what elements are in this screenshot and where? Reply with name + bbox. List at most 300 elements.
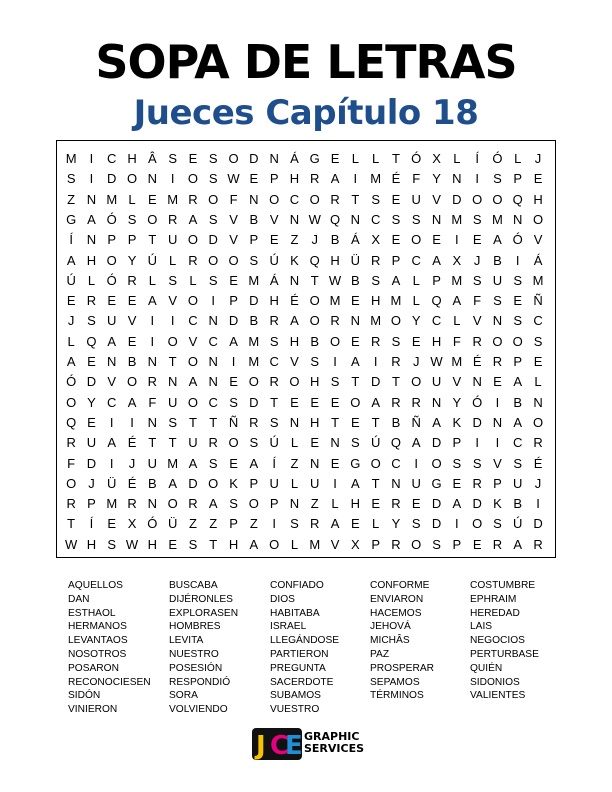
word-item: QUIÉN (470, 662, 503, 674)
word-item: AQUELLOS (68, 580, 123, 591)
word-item: MICHÂS (370, 635, 410, 647)
word-item: RECONOCIESEN (68, 676, 151, 688)
word-item: CONFORME (370, 580, 430, 591)
svg-text:J: J (256, 731, 266, 761)
grid-letter: J (534, 151, 542, 166)
grid-letter: D (472, 414, 482, 430)
word-item: POSARON (68, 662, 119, 674)
word-item: VOLVIENDO (169, 704, 228, 716)
grid-letter: A (513, 414, 523, 430)
grid-letter: E (411, 496, 421, 512)
grid-letter: K (290, 252, 299, 268)
grid-letter: N (289, 414, 300, 430)
grid-letter: O (66, 475, 77, 491)
grid-letter: C (431, 313, 442, 329)
grid-letter: Y (432, 171, 441, 187)
grid-letter: O (167, 333, 178, 349)
grid-letter: Á (351, 232, 360, 248)
grid-letter: D (107, 171, 117, 187)
word-item: LEVITA (169, 635, 204, 647)
grid-letter: R (370, 252, 381, 268)
grid-letter: O (411, 374, 422, 390)
grid-letter: A (107, 435, 117, 451)
grid-letter: F (148, 394, 157, 410)
grid-letter: M (370, 313, 382, 329)
grid-letter: O (187, 394, 198, 410)
grid-letter: D (431, 435, 442, 451)
grid-letter: X (452, 252, 462, 268)
grid-letter: C (188, 313, 198, 329)
word-item: EPHRAIM (470, 593, 517, 605)
grid-letter: Z (310, 496, 319, 512)
grid-letter: A (208, 496, 218, 512)
grid-letter: L (534, 374, 542, 390)
grid-letter: E (148, 191, 157, 207)
grid-letter: A (66, 252, 76, 268)
grid-letter: S (391, 333, 401, 349)
grid-letter: D (249, 394, 259, 410)
grid-letter: S (107, 536, 117, 552)
word-item: COSTUMBRE (470, 580, 536, 591)
grid-letter: A (188, 374, 198, 390)
grid-letter: C (107, 394, 117, 410)
grid-letter: T (351, 191, 360, 207)
grid-letter: Ó (512, 232, 523, 248)
grid-letter: O (411, 232, 422, 248)
grid-letter: O (269, 536, 280, 552)
grid-letter: D (228, 313, 239, 329)
grid-letter: N (167, 374, 178, 390)
grid-letter: S (249, 252, 259, 268)
grid-letter: W (227, 171, 240, 187)
grid-letter: A (452, 293, 462, 309)
grid-letter: D (533, 516, 543, 532)
grid-letter: Ü (107, 475, 117, 491)
grid-letter: Q (66, 414, 77, 430)
grid-letter: N (289, 496, 300, 512)
grid-letter: R (391, 496, 401, 512)
grid-letter: O (431, 455, 442, 471)
grid-letter: A (452, 496, 462, 512)
grid-letter: H (228, 536, 239, 552)
word-item: ESTHAOL (68, 607, 116, 619)
grid-letter: S (533, 333, 543, 349)
grid-letter: N (269, 151, 279, 166)
grid-letter: V (493, 455, 502, 471)
grid-letter: Ñ (411, 414, 421, 430)
grid-letter: Ñ (533, 293, 543, 309)
grid-letter: M (451, 354, 463, 369)
grid-letter: Z (290, 232, 299, 248)
grid-letter: M (106, 191, 118, 207)
grid-letter: M (492, 211, 503, 227)
grid-letter: P (452, 536, 462, 552)
grid-letter: L (372, 151, 380, 166)
grid-letter: R (127, 272, 137, 288)
grid-letter: L (514, 151, 522, 166)
grid-letter: I (475, 171, 479, 187)
grid-letter: V (269, 211, 279, 227)
grid-letter: Ó (147, 516, 158, 532)
grid-letter: I (89, 151, 94, 166)
grid-letter: D (188, 475, 198, 491)
grid-letter: D (208, 232, 218, 248)
grid-letter: O (269, 191, 280, 207)
grid-letter: H (86, 536, 97, 552)
grid-letter: U (167, 232, 178, 248)
grid-letter: D (431, 496, 442, 512)
grid-letter: R (249, 414, 259, 430)
grid-letter: N (208, 374, 218, 390)
grid-letter: T (188, 414, 197, 430)
grid-letter: R (167, 211, 178, 227)
grid-letter: E (87, 354, 96, 369)
grid-letter: S (493, 171, 502, 187)
grid-letter: N (147, 496, 158, 512)
grid-letter: M (532, 272, 544, 288)
grid-letter: J (311, 232, 318, 248)
grid-letter: N (350, 313, 361, 329)
grid-letter: R (492, 354, 503, 369)
grid-letter: Ú (513, 516, 523, 532)
grid-letter: P (371, 536, 380, 552)
grid-letter: S (208, 151, 218, 166)
grid-letter: S (229, 394, 238, 410)
grid-letter: G (350, 455, 361, 471)
grid-letter: A (229, 333, 238, 349)
grid-letter: L (290, 536, 299, 552)
grid-letter: A (249, 455, 259, 471)
grid-letter: A (351, 354, 360, 369)
grid-letter: A (432, 414, 441, 430)
grid-letter: X (432, 151, 441, 166)
grid-letter: O (309, 191, 320, 207)
grid-letter: N (208, 354, 218, 369)
word-item: PERTURBASE (470, 648, 539, 660)
grid-letter: H (350, 496, 361, 512)
word-item: BUSCABA (169, 580, 218, 591)
grid-letter: P (493, 475, 502, 491)
grid-letter: A (330, 171, 340, 187)
logo-line-2: SERVICES (304, 742, 365, 755)
grid-letter: E (107, 293, 117, 309)
grid-letter: O (289, 374, 300, 390)
grid-letter: E (472, 232, 482, 248)
grid-letter: Í (69, 232, 73, 248)
grid-letter: X (371, 232, 380, 248)
grid-letter: T (371, 475, 380, 491)
word-column (470, 579, 570, 703)
grid-letter: I (130, 414, 134, 430)
grid-letter: F (229, 191, 238, 207)
grid-letter: O (390, 313, 401, 329)
grid-letter: L (128, 191, 136, 207)
grid-letter: Ü (167, 516, 178, 532)
grid-letter: E (533, 354, 543, 369)
grid-letter: S (66, 171, 76, 187)
grid-letter: C (208, 333, 218, 349)
grid-letter: D (431, 516, 442, 532)
grid-letter: T (148, 435, 157, 451)
grid-letter: B (249, 313, 259, 329)
grid-letter: O (147, 211, 158, 227)
grid-letter: T (391, 151, 400, 166)
grid-letter: Ú (269, 435, 279, 451)
grid-letter: A (249, 536, 259, 552)
grid-letter: O (187, 171, 198, 187)
grid-letter: U (269, 475, 279, 491)
word-item: LAIS (470, 621, 493, 633)
grid-letter: T (331, 414, 340, 430)
grid-letter: A (432, 252, 441, 268)
grid-letter: R (127, 496, 137, 512)
grid-letter: P (249, 475, 259, 491)
grid-letter: A (148, 293, 157, 309)
grid-letter: S (472, 211, 482, 227)
grid-letter: U (310, 475, 320, 491)
grid-letter: S (87, 313, 96, 329)
grid-letter: A (411, 435, 421, 451)
grid-letter: E (513, 293, 523, 309)
grid-letter: M (329, 293, 341, 309)
grid-letter: L (169, 252, 177, 268)
grid-letter: M (309, 536, 321, 552)
grid-letter: L (453, 313, 461, 329)
svg-text:C: C (270, 731, 290, 761)
grid-letter: J (473, 252, 481, 268)
word-item: HERMANOS (68, 621, 127, 633)
grid-letter: R (188, 252, 198, 268)
grid-letter: A (168, 475, 177, 491)
grid-letter: N (310, 455, 320, 471)
grid-letter: M (451, 211, 463, 227)
word-item: SACERDOTE (270, 676, 334, 688)
grid-letter: C (289, 191, 300, 207)
grid-letter: P (87, 496, 96, 512)
grid-letter: S (229, 496, 238, 512)
grid-letter: G (309, 151, 320, 166)
grid-letter: I (150, 313, 155, 329)
grid-letter: A (493, 232, 502, 248)
word-item: PAZ (370, 648, 390, 660)
grid-letter: S (208, 272, 218, 288)
grid-letter: S (513, 272, 523, 288)
grid-letter: O (66, 394, 77, 410)
grid-letter: O (126, 374, 138, 390)
word-item: LLEGÁNDOSE (270, 635, 340, 647)
grid-letter: Ó (411, 151, 422, 166)
grid-letter: E (127, 333, 137, 349)
grid-letter: V (330, 536, 340, 552)
grid-letter: T (168, 354, 177, 369)
grid-letter: S (310, 354, 320, 369)
grid-letter: Q (86, 333, 97, 349)
grid-letter: S (330, 374, 340, 390)
grid-letter: A (371, 394, 380, 410)
word-column (169, 579, 269, 717)
grid-letter: O (228, 435, 239, 451)
grid-letter: I (109, 414, 114, 430)
grid-letter: S (168, 272, 177, 288)
grid-letter: T (148, 232, 157, 248)
grid-letter: T (168, 435, 177, 451)
grid-letter: M (248, 354, 260, 369)
grid-letter: U (492, 272, 503, 288)
grid-letter: I (272, 516, 276, 532)
grid-letter: V (452, 374, 462, 390)
grid-letter: D (86, 455, 97, 471)
grid-letter: S (208, 455, 218, 471)
grid-letter: M (167, 191, 179, 207)
grid-letter: I (455, 232, 459, 248)
grid-letter: O (208, 475, 219, 491)
letter-grid (56, 140, 556, 558)
grid-letter: U (411, 475, 421, 491)
grid-letter: L (331, 496, 339, 512)
grid-letter: S (351, 435, 360, 451)
grid-letter: B (127, 354, 137, 369)
grid-letter: S (208, 171, 218, 187)
grid-letter: L (290, 475, 299, 491)
grid-letter: N (350, 211, 361, 227)
grid-letter: Z (67, 191, 76, 207)
word-item: POSESIÓN (169, 662, 223, 674)
grid-letter: B (148, 475, 157, 491)
grid-letter: T (391, 374, 400, 390)
grid-letter: V (533, 232, 543, 248)
grid-letter: Â (148, 151, 157, 166)
grid-letter: R (391, 394, 401, 410)
grid-letter: C (370, 211, 381, 227)
grid-letter: N (289, 272, 300, 288)
grid-letter: F (67, 455, 76, 471)
grid-letter: S (472, 272, 482, 288)
grid-letter: I (414, 455, 419, 471)
grid-letter: L (290, 435, 299, 451)
grid-letter: Í (272, 455, 276, 471)
grid-letter: U (411, 191, 421, 207)
grid-letter: S (290, 516, 299, 532)
grid-letter: P (513, 354, 523, 369)
grid-letter: N (249, 191, 259, 207)
grid-letter: Y (411, 313, 421, 329)
word-item: NUESTRO (169, 648, 219, 660)
grid-letter: P (269, 496, 279, 512)
grid-letter: K (493, 496, 502, 512)
word-item: PREGUNTA (270, 662, 326, 674)
grid-letter: W (328, 272, 342, 288)
grid-letter: T (270, 394, 279, 410)
grid-letter: H (431, 333, 442, 349)
word-item: RESPONDIÓ (169, 676, 231, 688)
grid-letter: A (290, 313, 299, 329)
grid-letter: T (310, 272, 319, 288)
grid-letter: Í (475, 151, 479, 166)
grid-letter: O (532, 414, 544, 430)
grid-letter: P (229, 293, 238, 309)
grid-letter: Y (391, 516, 401, 532)
grid-letter: D (86, 374, 97, 390)
grid-letter: I (475, 435, 479, 451)
grid-letter: T (351, 374, 360, 390)
grid-letter: T (371, 414, 380, 430)
grid-letter: S (371, 191, 380, 207)
word-item: DIOS (270, 593, 295, 605)
grid-letter: P (127, 232, 137, 248)
word-column (270, 579, 370, 717)
grid-letter: U (167, 394, 178, 410)
grid-letter: E (87, 414, 96, 430)
grid-letter: K (229, 475, 238, 491)
grid-letter: E (310, 435, 320, 451)
grid-letter: S (513, 313, 523, 329)
grid-letter: E (107, 516, 117, 532)
grid-letter: N (533, 394, 543, 410)
grid-letter: J (67, 313, 75, 329)
word-item: JEHOVÁ (370, 621, 411, 633)
grid-letter: N (492, 313, 503, 329)
grid-row (57, 533, 555, 556)
grid-letter: E (188, 151, 198, 166)
grid-letter: O (126, 171, 138, 187)
grid-letter: M (370, 171, 382, 187)
grid-letter: O (187, 232, 198, 248)
grid-letter: Y (452, 394, 462, 410)
grid-letter: S (493, 516, 502, 532)
logo-line-1: GRAPHIC (304, 730, 360, 743)
grid-letter: G (431, 475, 442, 491)
word-item: DAN (68, 593, 90, 605)
grid-letter: N (86, 232, 97, 248)
grid-letter: Q (390, 435, 401, 451)
grid-letter: E (310, 394, 320, 410)
grid-letter: S (411, 211, 421, 227)
grid-letter: R (533, 536, 543, 552)
grid-letter: V (168, 293, 177, 309)
grid-letter: P (391, 252, 401, 268)
grid-letter: N (431, 211, 442, 227)
grid-letter: O (187, 293, 198, 309)
grid-letter: M (106, 496, 118, 512)
grid-letter: O (228, 252, 239, 268)
grid-letter: S (432, 536, 441, 552)
grid-letter: R (370, 333, 381, 349)
grid-letter: D (472, 496, 482, 512)
word-column (370, 579, 470, 703)
grid-letter: A (391, 272, 401, 288)
grid-letter: É (127, 475, 137, 491)
grid-letter: N (289, 211, 300, 227)
grid-letter: X (127, 516, 137, 532)
word-item: ISRAEL (270, 621, 307, 633)
grid-letter: E (493, 374, 502, 390)
word-item: NEGOCIOS (470, 635, 525, 647)
grid-letter: H (310, 414, 320, 430)
grid-letter: L (351, 151, 359, 166)
grid-letter: S (472, 455, 482, 471)
grid-letter: W (308, 211, 321, 227)
grid-letter: Ó (106, 211, 117, 227)
grid-letter: E (432, 232, 441, 248)
grid-letter: Y (87, 394, 96, 410)
grid-letter: R (66, 435, 76, 451)
word-item: VALIENTES (470, 690, 526, 702)
grid-letter: J (128, 455, 136, 471)
grid-letter: N (452, 171, 462, 187)
grid-letter: Ó (106, 272, 117, 288)
grid-letter: O (208, 252, 219, 268)
grid-letter: E (351, 414, 360, 430)
